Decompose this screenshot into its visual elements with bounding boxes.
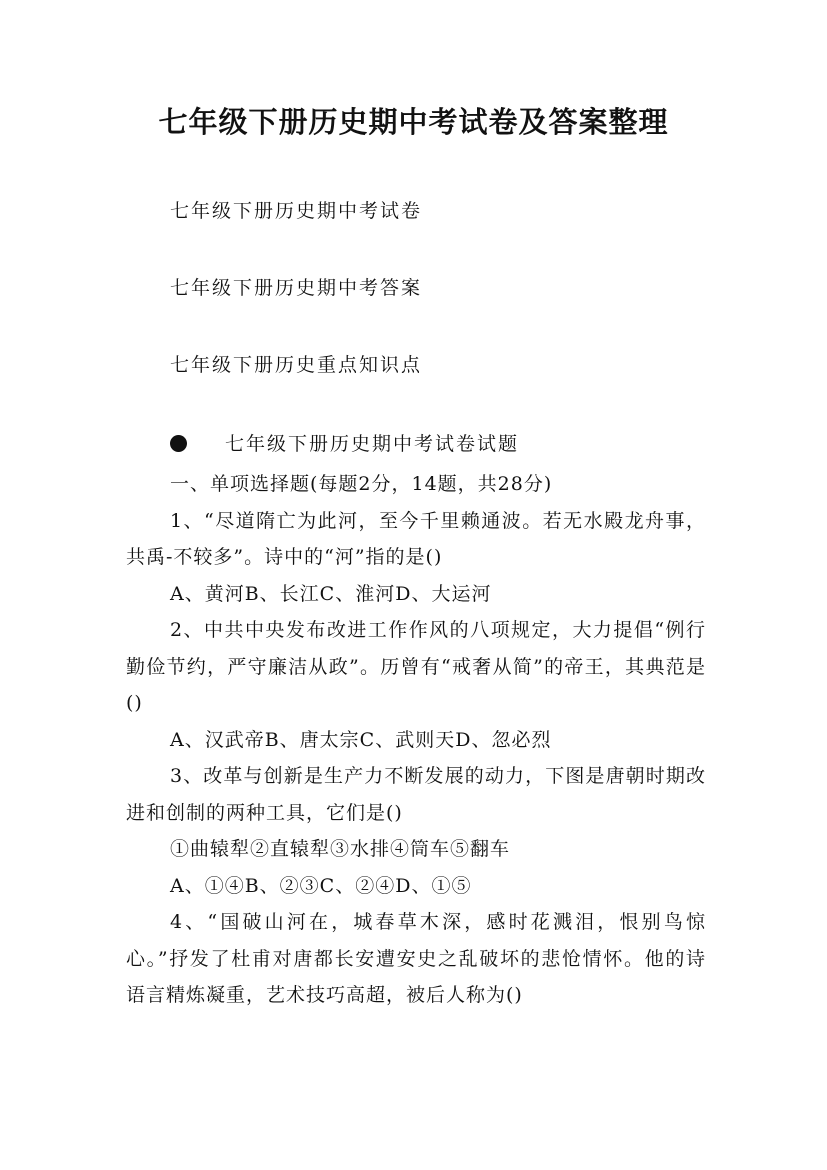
bullet-icon <box>170 435 187 452</box>
toc-item-answers: 七年级下册历史期中考答案 <box>170 277 423 299</box>
question-3: 3、改革与创新是生产力不断发展的动力，下图是唐朝时期改进和创制的两种工具，它们是() <box>126 765 706 824</box>
question-1-options: A、黄河B、长江C、淮河D、大运河 <box>170 582 492 605</box>
question-1: 1、“尽道隋亡为此河，至今千里赖通波。若无水殿龙舟事，共禹-不较多”。诗中的“河”指的是() <box>126 509 706 568</box>
exam-content <box>126 466 706 1014</box>
section-instruction: 一、单项选择题(每题2分，14题，共28分) <box>170 473 553 495</box>
question-4: 4、“国破山河在，城春草木深，感时花溅泪，恨别鸟惊心。”抒发了杜甫对唐都长安遭安史之乱破坏的悲怆情怀。他的诗语言精炼凝重，艺术技巧高超，被后人称为() <box>126 911 706 1006</box>
toc-item-key-points: 七年级下册历史重点知识点 <box>170 354 423 376</box>
section-heading-text: 七年级下册历史期中考试卷试题 <box>225 433 520 455</box>
question-3-options: A、①④B、②③C、②④D、①⑤ <box>170 874 472 897</box>
document-title: 七年级下册历史期中考试卷及答案整理 <box>158 105 669 139</box>
question-3-items: ①曲辕犁②直辕犁③水排④筒车⑤翻车 <box>170 838 511 860</box>
toc-item-exam: 七年级下册历史期中考试卷 <box>170 200 423 222</box>
question-2-options: A、汉武帝B、唐太宗C、武则天D、忽必烈 <box>170 728 552 751</box>
question-2: 2、中共中央发布改进工作作风的八项规定，大力提倡“例行勤俭节约，严守廉洁从政”。历曾有“戒奢从简”的帝王，其典范是() <box>126 619 706 714</box>
section-heading <box>170 429 519 459</box>
